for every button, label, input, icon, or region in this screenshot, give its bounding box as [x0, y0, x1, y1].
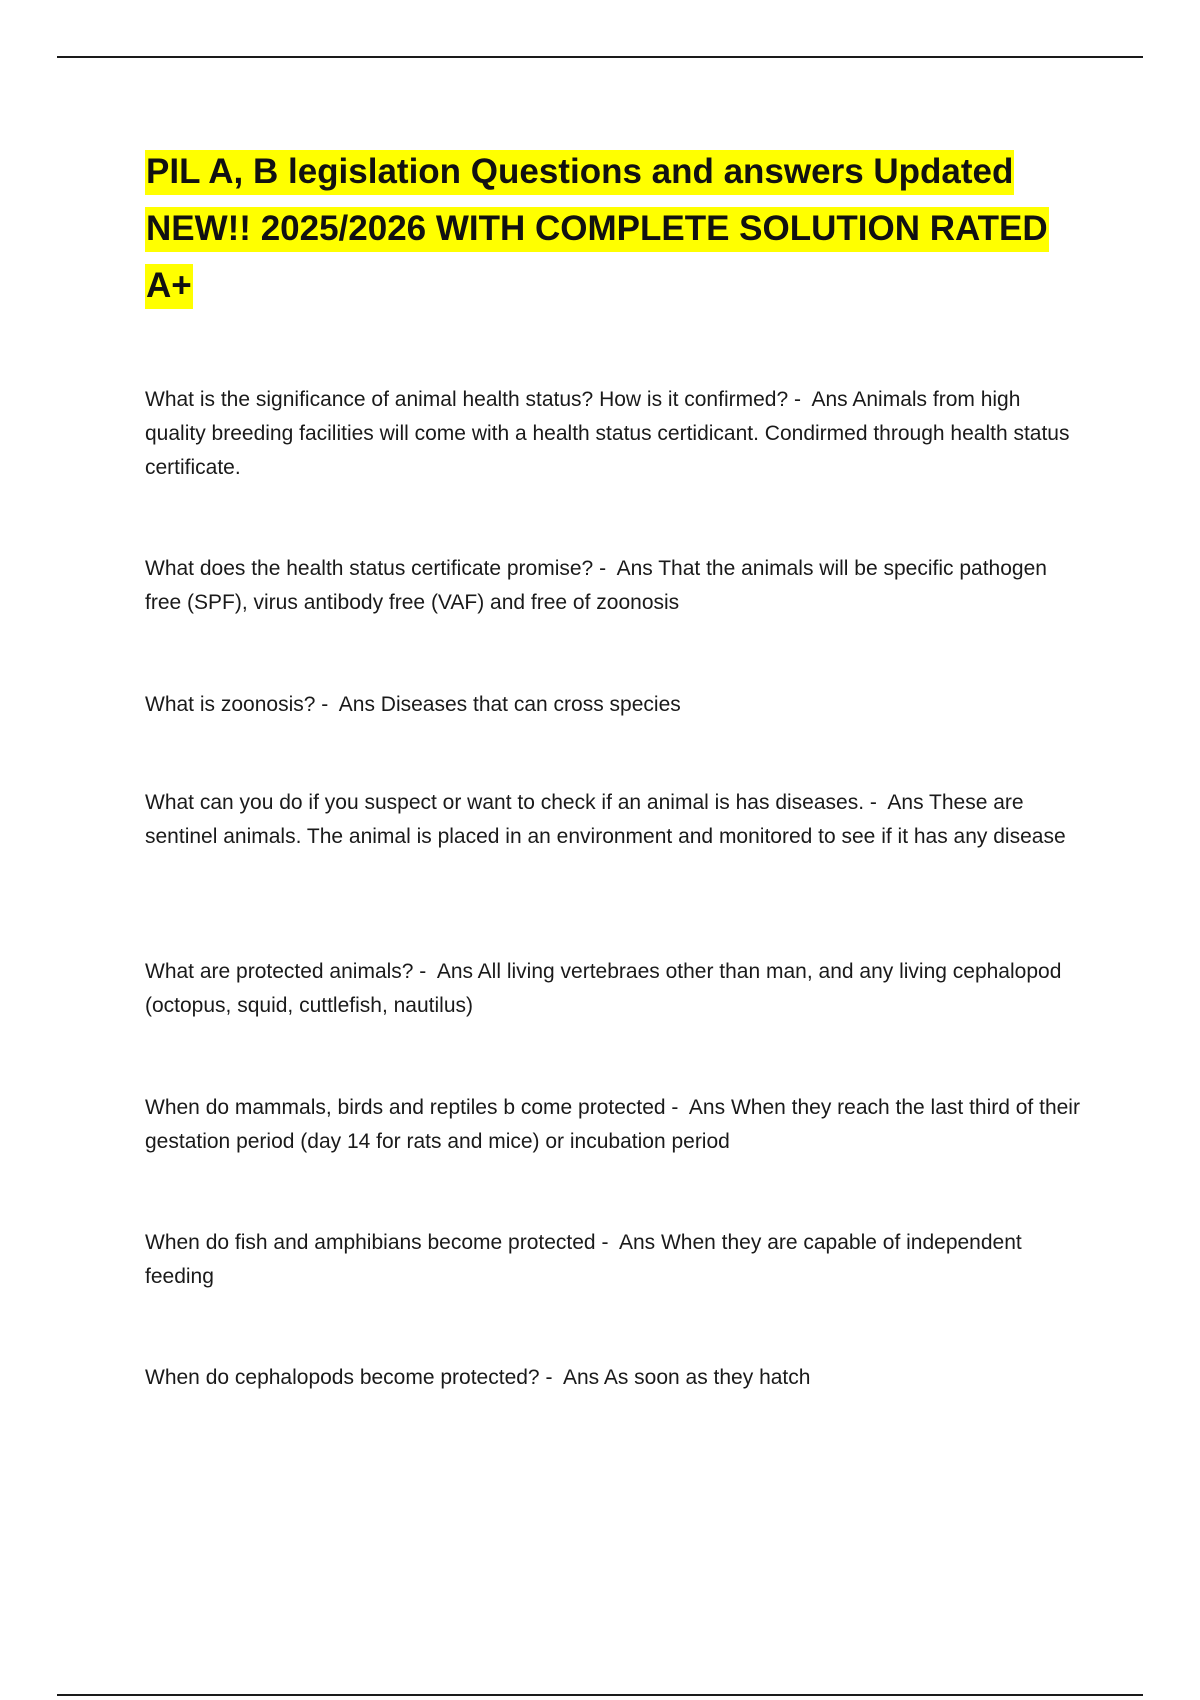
separator-6: -	[665, 1096, 689, 1119]
question-7: When do fish and amphibians become protected	[145, 1231, 596, 1254]
document-title	[145, 143, 1075, 314]
bottom-rule	[57, 1694, 1143, 1696]
separator-4: -	[864, 791, 888, 814]
separator-5: -	[413, 960, 437, 983]
qa-item-7	[145, 1226, 1080, 1294]
answer-1: Ans Animals from high quality breeding facilities will come with a health status certidicant. Condirmed through health status certificate.	[145, 388, 1070, 479]
question-4: What can you do if you suspect or want to check if an animal is has diseases.	[145, 791, 865, 814]
separator-7: -	[595, 1231, 619, 1254]
qa-item-3	[145, 688, 1080, 722]
answer-4: Ans These are sentinel animals. The animal is placed in an environment and monitored to see if it has any disease	[145, 791, 1066, 848]
answer-7: Ans When they are capable of independent feeding	[145, 1231, 1022, 1288]
question-5: What are protected animals?	[145, 960, 414, 983]
qa-item-1	[145, 383, 1080, 485]
qa-item-4	[145, 786, 1080, 854]
separator-2: -	[593, 557, 617, 580]
answer-6: Ans When they reach the last third of their gestation period (day 14 for rats and mice) or incubation period	[145, 1096, 1080, 1153]
answer-3: Ans Diseases that can cross species	[338, 693, 681, 716]
qa-item-6	[145, 1091, 1080, 1159]
top-rule	[57, 56, 1143, 58]
qa-item-8	[145, 1361, 1080, 1395]
question-2: What does the health status certificate promise?	[145, 557, 594, 580]
qa-item-5	[145, 955, 1080, 1023]
separator-3: -	[315, 693, 339, 716]
answer-8: Ans As soon as they hatch	[562, 1366, 811, 1389]
question-6: When do mammals, birds and reptiles b come protected	[145, 1096, 666, 1119]
answer-2: Ans That the animals will be specific pathogen free (SPF), virus antibody free (VAF) and free of zoonosis	[145, 557, 1047, 614]
answer-5: Ans All living vertebraes other than man, and any living cephalopod (octopus, squid, cuttlefish, nautilus)	[145, 960, 1062, 1017]
question-8: When do cephalopods become protected?	[145, 1366, 540, 1389]
separator-8: -	[539, 1366, 563, 1389]
question-1: What is the significance of animal health status? How is it confirmed?	[145, 388, 789, 411]
separator-1: -	[788, 388, 812, 411]
question-3: What is zoonosis?	[145, 693, 316, 716]
qa-item-2	[145, 552, 1080, 620]
title-highlight: PIL A, B legislation Questions and answers Updated NEW!! 2025/2026 WITH COMPLETE SOLUTION RATED A+	[145, 150, 1049, 309]
